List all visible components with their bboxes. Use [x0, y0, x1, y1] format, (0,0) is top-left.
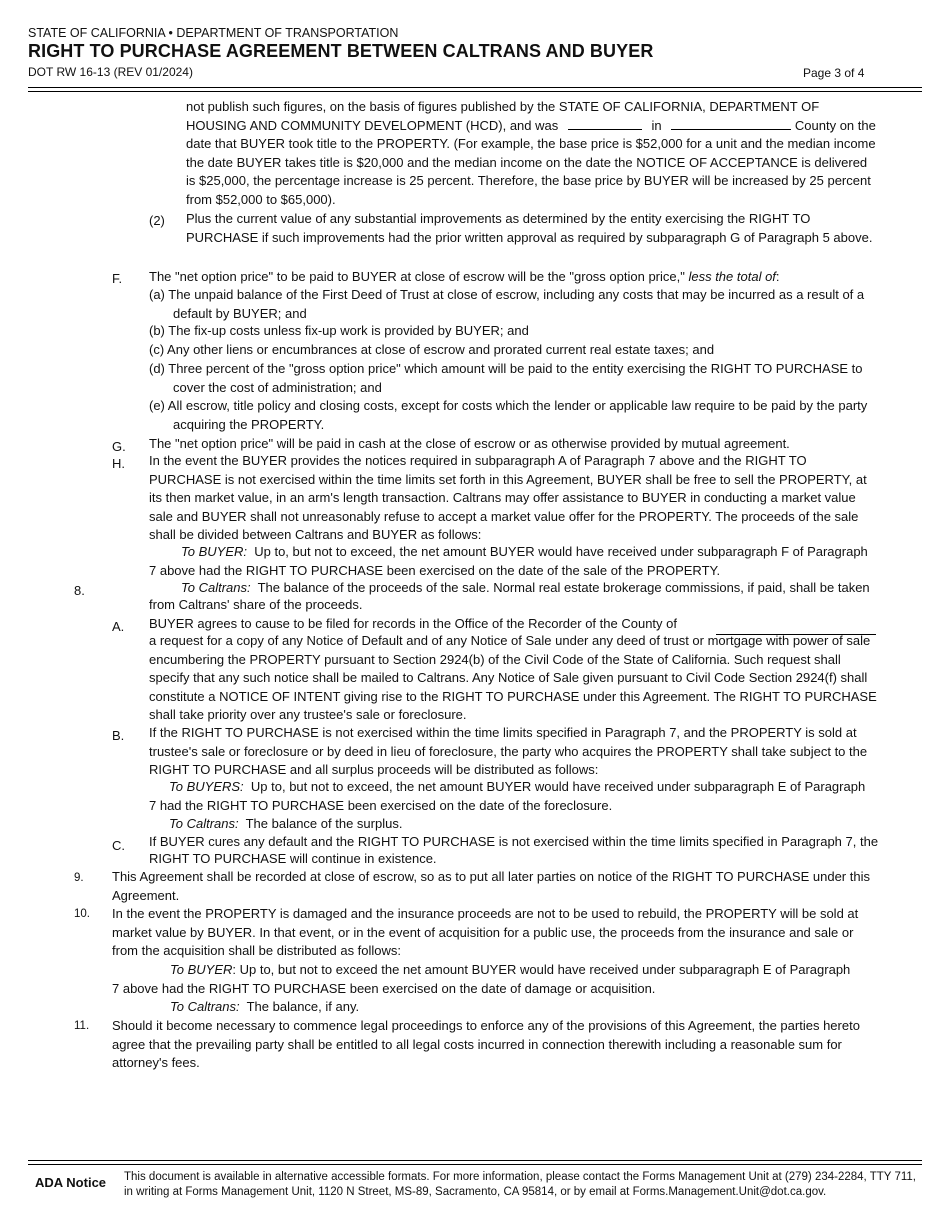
subpara-f-item-d: (d) Three percent of the "gross option price" which amount will be paid to the entity exercising the RIGHT TO PURCHASE to cover the cost of administration; and	[149, 361, 863, 395]
continued-paragraph	[186, 98, 876, 209]
subpara-h-to-buyer-text: Up to, but not to exceed, the net amount BUYER would have received under subparagraph F of Paragraph 7 above had the RIGHT TO PURCHASE been exercised on the date of the sale of the PROPERTY.	[149, 544, 868, 578]
page-number: Page 3 of 4	[803, 66, 865, 80]
subpara-h-label: H.	[112, 456, 125, 471]
continued-text-1: not publish such figures, on the basis of figures published by the STATE OF CALIFORNIA, DEPARTMENT OF HOUSING AND COMMUNITY DEVELOPMENT (HCD), and was	[186, 99, 820, 133]
subpara-f-item-c: (c) Any other liens or encumbrances at close of escrow and prorated current real estate taxes; and	[149, 342, 715, 357]
subpara-h-to-buyer-label: To BUYER:	[181, 544, 247, 559]
ada-notice-text: This document is available in alternative accessible formats. For more information, please contact the Forms Management Unit at (279) 234-2284, TTY 711, in writing at Forms Management Unit, 1120 N Street, MS-89, Sacramento, CA 95814, or by email at Forms.Management.Unit@dot.ca.gov.	[124, 1171, 916, 1198]
section-8b-to-caltrans-label: To Caltrans:	[169, 816, 239, 831]
section-8c-label: C.	[112, 838, 125, 853]
section-10-to-caltrans-label: To Caltrans:	[170, 999, 240, 1014]
form-number: DOT RW 16-13 (REV 01/2024)	[28, 65, 193, 79]
county-word: County	[794, 117, 837, 133]
footer-rule-bottom	[28, 1164, 922, 1165]
footer-rule-top	[28, 1160, 922, 1161]
section-10-to-buyer-label: To BUYER	[170, 962, 233, 977]
item-2-label: (2)	[149, 213, 165, 228]
subpara-g-text: The "net option price" will be paid in cash at the close of escrow or as otherwise provided by mutual agreement.	[149, 436, 790, 451]
subpara-f-item-e: (e) All escrow, title policy and closing costs, except for costs which the lender or applicable law require to be paid by the party acquiring the PROPERTY.	[149, 398, 868, 432]
header-rule-top	[28, 87, 922, 88]
subpara-f-intro	[149, 268, 879, 287]
header-rule-bottom	[28, 91, 922, 92]
section-11-text: Should it become necessary to commence legal proceedings to enforce any of the provisions of this Agreement, the parties hereto agree that the prevailing party shall be entitled to all legal costs incurred in connection therewith including a reasonable sum for attorney's fees.	[112, 1018, 860, 1070]
subpara-h-to-caltrans-text: The balance of the proceeds of the sale. Normal real estate brokerage commissions, if paid, shall be taken from Caltrans' share of the proceeds.	[149, 580, 870, 612]
subpara-f-item-b: (b) The fix-up costs unless fix-up work is provided by BUYER; and	[149, 323, 529, 338]
section-8a-line1	[149, 615, 879, 634]
subpara-h-to-caltrans	[149, 580, 874, 613]
section-9-label: 9.	[74, 872, 84, 884]
section-8-label: 8.	[74, 583, 85, 598]
section-11-label: 11.	[74, 1020, 90, 1032]
subpara-f-intro-italic: less the total of	[688, 269, 776, 284]
section-8b-to-buyers-text: Up to, but not to exceed, the net amount BUYER would have received under subparagraph E of Paragraph 7 had the RIGHT TO PURCHASE been exercised on the date of the foreclosure.	[149, 779, 866, 813]
percent-blank[interactable]	[568, 117, 642, 130]
continued-text-2: on the date that BUYER took title to the PROPERTY. (For example, the base price is $52,000 for a unit and the median income the date BUYER takes title is $20,000 and the median income on the date the NOTICE OF ACCEPTANCE is delivered is $25,000, the percentage increase is 25 percent. Therefore, the base price by BUYER will be increased by 25 percent from $52,000 to $65,000).	[186, 117, 876, 207]
section-8b-to-buyers	[149, 778, 869, 815]
ada-notice-label: ADA Notice	[35, 1175, 107, 1190]
section-8a-line1-text: BUYER agrees to cause to be filed for records in the Office of the Recorder of the County of	[149, 616, 677, 631]
subpara-h-to-caltrans-label: To Caltrans:	[181, 580, 251, 595]
section-10-to-caltrans-text: The balance, if any.	[246, 999, 360, 1014]
section-8a-text: a request for a copy of any Notice of Default and of any Notice of Sale under any deed of trust or mortgage with power of sale encumbering the PROPERTY pursuant to Section 2924(b) of the Civil Code of the State of California. Such request shall specify that any such notice shall be mailed to Caltrans. Any Notice of Sale given pursuant to Civil Code Section 2924(f) shall constitute a NOTICE OF INTENT giving rise to the RIGHT TO PURCHASE under this Agreement. The RIGHT TO PURCHASE shall take priority over any trustee's sale or foreclosure.	[149, 633, 877, 722]
in-word: in	[651, 117, 662, 133]
section-8b-to-buyers-label: To BUYERS:	[169, 779, 244, 794]
section-8b-to-caltrans-text: The balance of the surplus.	[245, 816, 403, 831]
subpara-f-item-a: (a) The unpaid balance of the First Deed of Trust at close of escrow, including any costs that may be incurred as a result of a default by BUYER; and	[149, 287, 865, 321]
section-8c-text: If BUYER cures any default and the RIGHT TO PURCHASE is not exercised within the time limits specified in Paragraph 7, the RIGHT TO PURCHASE will continue in existence.	[149, 834, 879, 866]
section-8b-label: B.	[112, 728, 125, 743]
county-blank[interactable]	[671, 117, 791, 130]
section-10-label: 10.	[74, 908, 90, 920]
section-9-text: This Agreement shall be recorded at close of escrow, so as to put all later parties on notice of the RIGHT TO PURCHASE under this Agreement.	[112, 869, 870, 903]
subpara-g-label: G.	[112, 439, 126, 454]
subpara-f-label: F.	[112, 271, 123, 286]
section-8b-to-caltrans	[169, 815, 869, 834]
section-10-text: In the event the PROPERTY is damaged and the insurance proceeds are not to be used to rebuild, the PROPERTY will be sold at market value by BUYER. In that event, or in the event of acquisition for a public use, the proceeds from the insurance and sale or from the acquisition shall be distributed as follows:	[112, 906, 859, 958]
subpara-h-text: In the event the BUYER provides the notices required in subparagraph A of Paragraph 7 above and the RIGHT TO PURCHASE is not exercised within the time limits set forth in this Agreement, BUYER shall be free to sell the PROPERTY, at its then market value, in an arm's length transaction. Caltrans may offer assistance to BUYER in conducting a market value sale and BUYER shall not unreasonably refuse to accept a market value offer for the PROPERTY. The proceeds of the sale shall be divided between Caltrans and BUYER as follows:	[149, 453, 867, 542]
subpara-f-intro-end: :	[775, 269, 780, 284]
agency-name: STATE OF CALIFORNIA • DEPARTMENT OF TRANSPORTATION	[28, 26, 399, 40]
form-title: RIGHT TO PURCHASE AGREEMENT BETWEEN CALTRANS AND BUYER	[28, 41, 654, 61]
item-2-text: Plus the current value of any substantial improvements as determined by the entity exercising the RIGHT TO PURCHASE if such improvements had the prior written approval as required by subparagraph G of Paragraph 5 above.	[186, 211, 873, 245]
section-10-to-buyer	[112, 961, 857, 998]
section-8b-text: If the RIGHT TO PURCHASE is not exercised within the time limits specified in Paragraph 7, and the PROPERTY is sold at trustee's sale or foreclosure or by deed in lieu of foreclosure, the party who acquires the PROPERTY shall take subject to the RIGHT TO PURCHASE and all surplus proceeds will be distributed as follows:	[149, 725, 868, 777]
section-10-to-caltrans	[170, 998, 870, 1017]
section-10-to-buyer-text: : Up to, but not to exceed the net amount BUYER would have received under subparagraph E of Paragraph 7 above had the RIGHT TO PURCHASE been exercised on the date of damage or acquisition.	[112, 962, 851, 996]
subpara-h-to-buyer	[149, 543, 869, 580]
section-8a-label: A.	[112, 619, 125, 634]
subpara-f-intro-text: The "net option price" to be paid to BUYER at close of escrow will be the "gross option price,"	[149, 269, 685, 284]
